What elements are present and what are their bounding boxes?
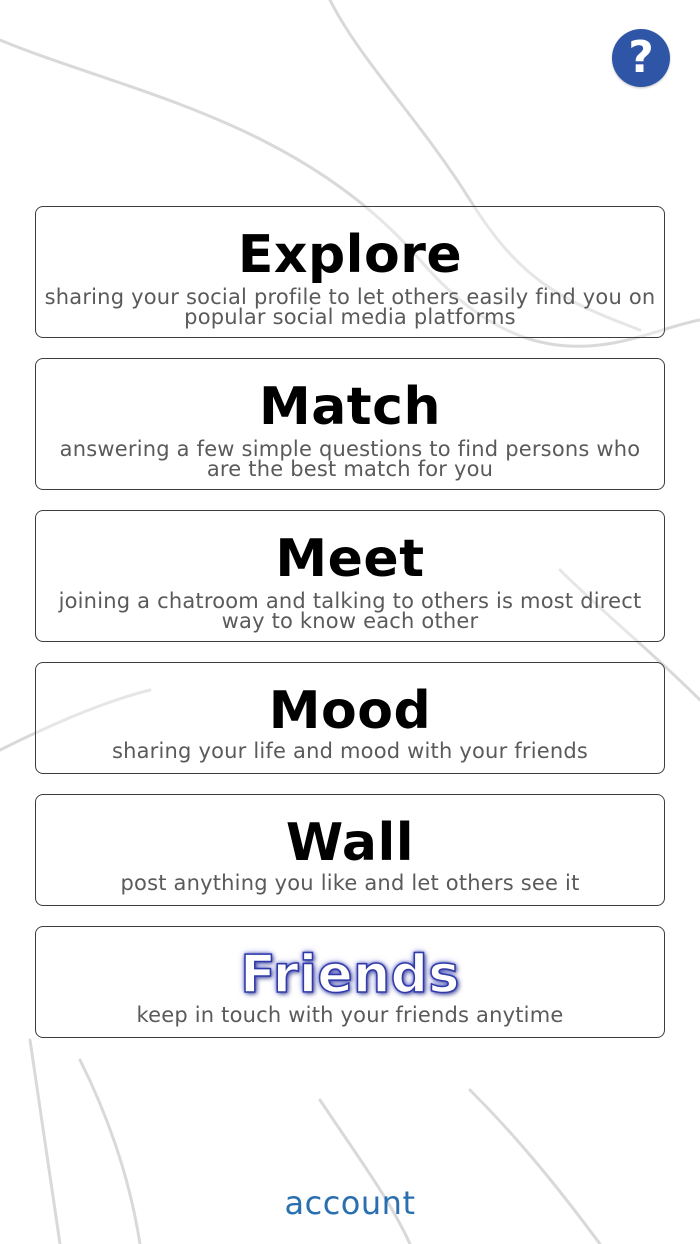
account-link[interactable]: account <box>284 1184 416 1222</box>
main-menu <box>35 206 665 1058</box>
menu-card-description: keep in touch with your friends anytime <box>136 1003 564 1027</box>
menu-card-title: Friends <box>240 945 460 1005</box>
menu-card-description: post anything you like and let others see it <box>120 871 580 895</box>
menu-card-explore[interactable] <box>35 206 665 338</box>
menu-card-description: joining a chatroom and talking to others is most direct way to know each other <box>58 589 642 633</box>
menu-card-description: answering a few simple questions to find persons who are the best match for you <box>59 437 641 481</box>
menu-card-title: Meet <box>275 529 425 589</box>
menu-card-title: Wall <box>285 813 415 873</box>
menu-card-description: sharing your social profile to let others easily find you on popular social media platforms <box>44 285 656 329</box>
help-button[interactable]: ? <box>612 29 670 87</box>
menu-card-title: Match <box>258 377 442 437</box>
menu-card-mood[interactable] <box>35 662 665 774</box>
menu-card-title: Mood <box>268 681 432 741</box>
menu-card-title: Explore <box>237 225 463 285</box>
menu-card-match[interactable] <box>35 358 665 490</box>
menu-card-wall[interactable] <box>35 794 665 906</box>
menu-card-meet[interactable] <box>35 510 665 642</box>
menu-card-description: sharing your life and mood with your friends <box>111 739 589 763</box>
menu-card-friends[interactable] <box>35 926 665 1038</box>
